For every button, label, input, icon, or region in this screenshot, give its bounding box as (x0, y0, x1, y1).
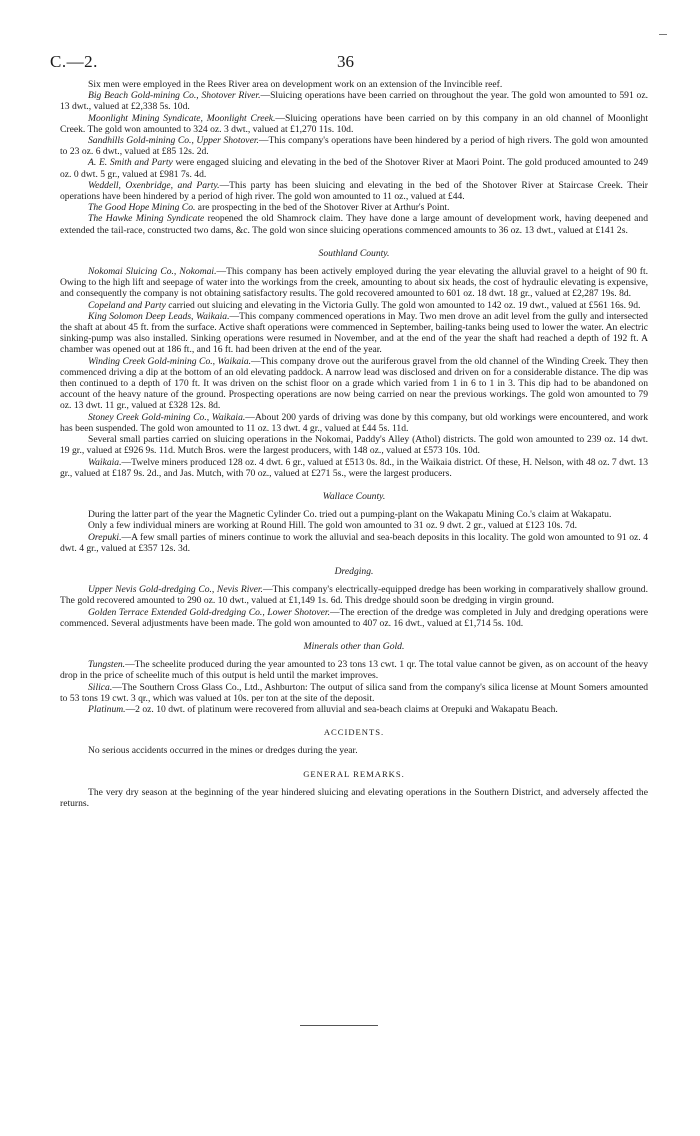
paragraph-lead: The Hawke Mining Syndicate (88, 213, 205, 225)
paragraph (60, 412, 648, 434)
page-number: 36 (337, 52, 354, 71)
paragraph-text: Several small parties carried on sluicing operations in the Nokomai, Paddy's Alley (Athol) districts. The gold won amounted to 239 oz. 14 dwt. 19 gr., valued at £926 9s. 11d. Mutch Bros. were the largest producers, with 148 oz., valued at £573 10s. 10d. (60, 434, 648, 457)
paragraph (60, 79, 648, 90)
paragraph (60, 520, 648, 531)
paragraph (60, 457, 648, 479)
paragraph-text: carried out sluicing and elevating in the Victoria Gully. The gold won amounted to 142 oz. 19 dwt., valued at £561 16s. 9d. (165, 299, 641, 311)
page-ref: C.—2. (50, 52, 98, 71)
paragraph-text: —A few small parties of miners continue to work the alluvial and sea-beach deposits in this locality. The gold won amounted to 91 oz. 4 dwt. 4 gr., valued at £357 12s. 3d. (60, 531, 648, 554)
paragraph-lead: A. E. Smith and Party (88, 157, 173, 169)
paragraph-text: —This company's operations have been hindered by a period of high rivers. The gold won amounted to 23 oz. 6 dwt., valued at £85 12s. 2d. (60, 135, 648, 158)
paragraph-text: The very dry season at the beginning of the year hindered sluicing and elevating operations in the Southern District, and adversely affected the returns. (60, 786, 648, 809)
paragraph-lead: Winding Creek Gold-mining Co., Waikaia. (88, 355, 252, 367)
paragraph-text: During the latter part of the year the Magnetic Cylinder Co. tried out a pumping-plant on the Wakapatu Mining Co.'s claim at Wakapatu. (88, 509, 612, 521)
paragraph-text: were engaged sluicing and elevating in the bed of the Shotover River at Maori Point. The gold produced amounted to 249 oz. 0 dwt. 5 gr., valued at £981 7s. 4d. (60, 157, 648, 180)
closing-rule (300, 1025, 378, 1026)
paragraph (60, 90, 648, 112)
section-heading: Southland County. (318, 247, 390, 259)
paragraph (60, 213, 648, 235)
margin-mark (659, 34, 667, 35)
paragraph (60, 787, 648, 809)
paragraph-lead: The Good Hope Mining Co. (88, 202, 196, 214)
paragraph-lead: Sandhills Gold-mining Co., Upper Shotover. (88, 135, 259, 147)
paragraph (60, 704, 648, 715)
paragraph-text: —This company drove out the auriferous gravel from the old channel of the Winding Creek. They then commenced driving a dip at the bottom of an old elevating paddock. A narrow lead was disclosed and driven on for a considerable distance. The dip was then continued to a depth of 170 ft. It was driven on the schist floor on a grade which varied from 1 in 6 to 1 in 3. This dip had to be abandoned on account of the heavy nature of the ground. Prospecting operations are now being carried on near the previous workings. The gold won amounted to 79 oz. 13 dwt. 11 gr., valued at £328 12s. 8d. (60, 355, 648, 412)
paragraph (60, 157, 648, 179)
paragraph (60, 607, 648, 629)
paragraph-lead: Silica. (88, 681, 113, 693)
paragraph (60, 135, 648, 157)
paragraph-text: —The erection of the dredge was completed in July and dredging operations were commenced. Several adjustments have been made. The gold won amounted to 407 oz. 16 dwt., valued at £1,714 5s. 10d. (60, 606, 649, 629)
paragraph (60, 113, 648, 135)
paragraph-text: Six men were employed in the Rees River area on development work on an extension of the Invincible reef. (88, 79, 503, 90)
paragraph-text: —This company has been actively employed during the year elevating the alluvial gravel to a height of 90 ft. Owing to the high lift and seepage of water into the workings from the creek, amounting to about six heads, the cost of hydraulic elevating is expensive, and consequently the company is not obtaining satisfactory results. The gold recovered amounted to 601 oz. 18 dwt. 18 gr., valued at £2,287 19s. 8d. (60, 266, 649, 300)
section-heading: Minerals other than Gold. (303, 640, 405, 652)
paragraph-text: —Twelve miners produced 128 oz. 4 dwt. 6 gr., valued at £513 0s. 8d., in the Waikaia district. Of these, H. Nelson, with 48 oz. 7 dwt. 13 gr., valued at £187 9s. 2d., and Jas. Mutch, with 70 oz., valued at £271 5s., were the largest producers. (60, 456, 648, 479)
paragraph-text: —Sluicing operations have been carried on by this company in an old channel of Moonlight Creek. The gold won amounted to 324 oz. 3 dwt., valued at £1,270 11s. 10d. (60, 112, 648, 135)
paragraph-lead: Nokomai Sluicing Co., Nokomai. (88, 266, 217, 278)
paragraph-lead: King Solomon Deep Leads, Waikaia. (88, 310, 230, 322)
paragraph-lead: Tungsten. (88, 659, 126, 671)
paragraph (60, 682, 648, 704)
paragraph-text: are prospecting in the bed of the Shotover River at Arthur's Point. (195, 202, 450, 214)
paragraph-text: Only a few individual miners are working at Round Hill. The gold won amounted to 31 oz. 9 dwt. 2 gr., valued at £123 10s. 7d. (88, 520, 578, 532)
section-heading: ACCIDENTS. (323, 727, 385, 738)
paragraph-lead: Weddell, Oxenbridge, and Party. (88, 179, 220, 191)
paragraph (60, 180, 648, 202)
section-heading: Dredging. (334, 565, 374, 577)
paragraph-lead: Golden Terrace Extended Gold-dredging Co., Lower Shotover. (88, 606, 330, 618)
paragraph (60, 434, 648, 456)
paragraph-lead: Platinum. (88, 703, 126, 715)
report-body (60, 79, 648, 809)
section-heading: Wallace County. (322, 490, 386, 502)
paragraph (60, 745, 648, 756)
paragraph (60, 202, 648, 213)
paragraph-text: —This party has been sluicing and elevating in the bed of the Shotover River at Staircase Creek. Their operations have been hindered by a period of high river. The gold won amounted to 11 oz., valued at £44. (60, 179, 648, 203)
paragraph-text: —This company commenced operations in May. Two men drove an adit level from the gully and intersected the shaft at about 45 ft. from the surface. Active shaft operations were commenced in September, bailing-tanks being used to lower the water. An electric sinking-pump was also installed. Sinking operations were resumed in November, and at the end of the year the shaft had reached a depth of 192 ft. A chamber was opened out at 186 ft., and 16 ft. had been driven at the end of the year. (60, 310, 648, 356)
paragraph (60, 300, 648, 311)
paragraph-lead: Orepuki. (88, 531, 122, 543)
paragraph-lead: Big Beach Gold-mining Co., Shotover River. (88, 90, 261, 102)
paragraph (60, 266, 648, 300)
paragraph-text: —This company's electrically-equipped dredge has been working in comparatively shallow ground. The gold recovered amounted to 290 oz. 10 dwt., valued at £1,149 1s. 6d. This dredge should soon be dredging in virgin ground. (60, 584, 649, 607)
paragraph-text: —The Southern Cross Glass Co., Ltd., Ashburton: The output of silica sand from the company's silica license at Mount Somers amounted to 53 tons 19 cwt. 3 qr., which was valued at 10s. per ton at the site of the deposit. (60, 681, 648, 704)
paragraph-lead: Copeland and Party (88, 299, 166, 311)
paragraph-lead: Upper Nevis Gold-dredging Co., Nevis River. (88, 584, 263, 596)
paragraph-text: —About 200 yards of driving was done by this company, but old workings were encountered, and work has been suspended. The gold won amounted to 11 oz. 13 dwt. 4 gr., valued at £44 5s. 11d. (60, 411, 648, 434)
paragraph (60, 509, 648, 520)
paragraph (60, 659, 648, 681)
paragraph-text: —2 oz. 10 dwt. of platinum were recovered from alluvial and sea-beach claims at Orepuki and Wakapatu Beach. (125, 703, 558, 715)
paragraph-text: —The scheelite produced during the year amounted to 23 tons 13 cwt. 1 qr. The total value cannot be given, as on account of the heavy drop in the price of scheelite much of this output is held until the market improves. (60, 659, 648, 682)
paragraph-lead: Waikaia. (88, 456, 122, 468)
paragraph-text: No serious accidents occurred in the mines or dredges during the year. (88, 745, 358, 757)
paragraph (60, 356, 648, 412)
paragraph-lead: Stoney Creek Gold-mining Co., Waikaia. (88, 411, 246, 423)
paragraph-text: reopened the old Shamrock claim. They have done a large amount of development work, having deepened and extended the tail-race, constructed two dams, &c. The gold won since sluicing operations commenced amounts to 36 oz. 13 dwt., valued at £141 2s. (60, 213, 648, 236)
paragraph-text: —Sluicing operations have been carried on throughout the year. The gold won amounted to 591 oz. 13 dwt., valued at £2,338 5s. 10d. (60, 90, 648, 113)
section-heading: GENERAL REMARKS. (303, 768, 405, 779)
paragraph (60, 532, 648, 554)
paragraph-lead: Moonlight Mining Syndicate, Moonlight Creek. (88, 112, 276, 124)
paragraph (60, 584, 648, 606)
paragraph (60, 311, 648, 356)
